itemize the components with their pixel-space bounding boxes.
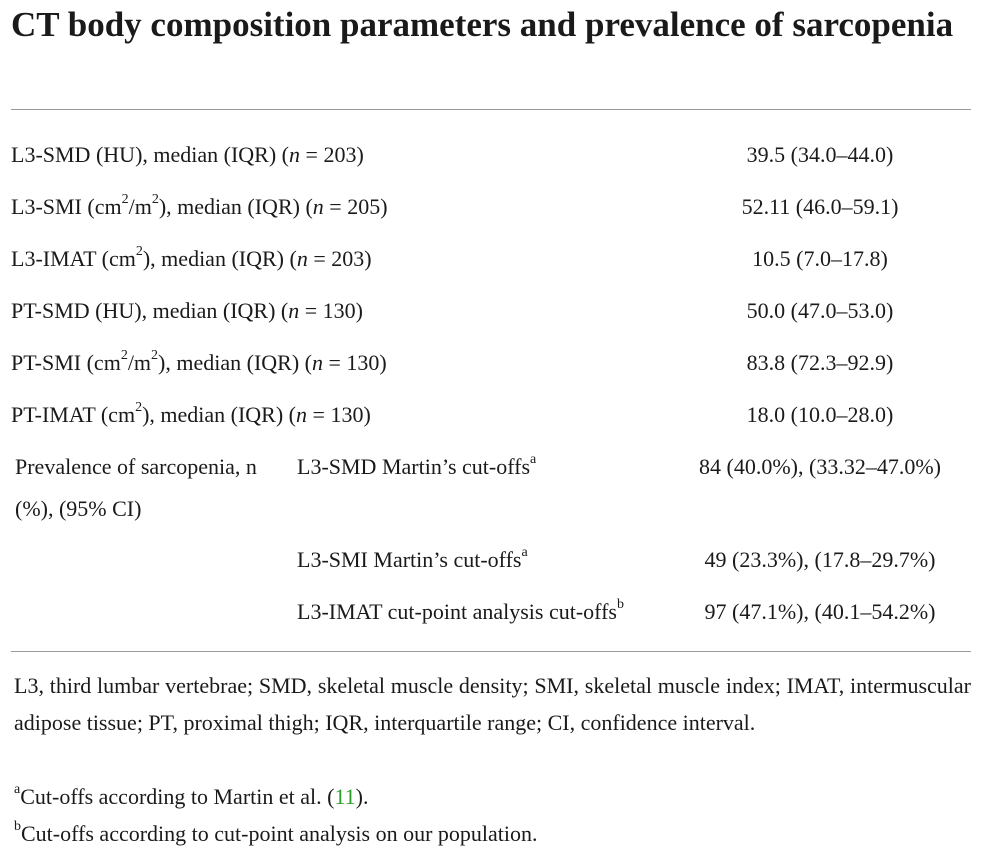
prevalence-method: L3-SMI Martin’s cut-offs$^a$ <box>297 544 528 572</box>
bottom-rule <box>11 651 971 652</box>
row-value: 83.8 (72.3–92.9) <box>746 350 894 375</box>
row-value: 10.5 (7.0–17.8) <box>752 246 888 271</box>
prevalence-value: 97 (47.1%), (40.1–54.2%) <box>704 599 936 624</box>
reference-link[interactable]: 11 <box>334 784 356 809</box>
row-label: PT-SMI $(cm^2/m^2)$, median (IQR) (n = 130) <box>11 347 387 375</box>
row-value: 50.0 (47.0–53.0) <box>746 298 894 323</box>
row-label: PT-IMAT $(cm^2)$, median (IQR) (n = 130) <box>11 399 371 427</box>
row-label: L3-SMD (HU), median (IQR) (n = 203) <box>11 142 364 167</box>
row-label: PT-SMD (HU), median (IQR) (n = 130) <box>11 298 363 323</box>
prevalence-method: L3-IMAT cut-point analysis cut-offs$^b$ <box>297 596 624 624</box>
row-label: L3-SMI $(cm^2/m^2)$, median (IQR) (n = 205) <box>11 191 388 219</box>
row-label: L3-IMAT $(cm^2)$, median (IQR) (n = 203) <box>11 243 372 271</box>
top-rule <box>11 109 971 110</box>
prevalence-method: L3-SMD Martin’s cut-offs$^a$ <box>297 451 537 479</box>
prevalence-value: 49 (23.3%), (17.8–29.7%) <box>704 547 936 572</box>
row-value: 39.5 (34.0–44.0) <box>746 142 894 167</box>
table-title: CT body composition parameters and prevalence of sarcopenia <box>11 5 954 44</box>
prevalence-label: Prevalence of sarcopenia, n <box>15 454 257 479</box>
prevalence-value: 84 (40.0%), (33.32–47.0%) <box>699 454 941 479</box>
prevalence-label-cont: (%), (95% CI) <box>15 496 142 521</box>
row-value: 52.11 (46.0–59.1) <box>741 194 899 219</box>
footnote-b: $^b$Cut-offs according to cut-point analysis on our population. <box>14 818 538 846</box>
footnote-a: $^a$Cut-offs according to Martin et al. (11). <box>14 781 369 809</box>
footnote-abbreviations: L3, third lumbar vertebrae; SMD, skeletal muscle density; SMI, skeletal muscle index; IMAT, intermuscular adipose tissue; PT, proximal thigh; IQR, interquartile range; CI, confidence interval. <box>14 673 971 735</box>
row-value: 18.0 (10.0–28.0) <box>746 402 894 427</box>
